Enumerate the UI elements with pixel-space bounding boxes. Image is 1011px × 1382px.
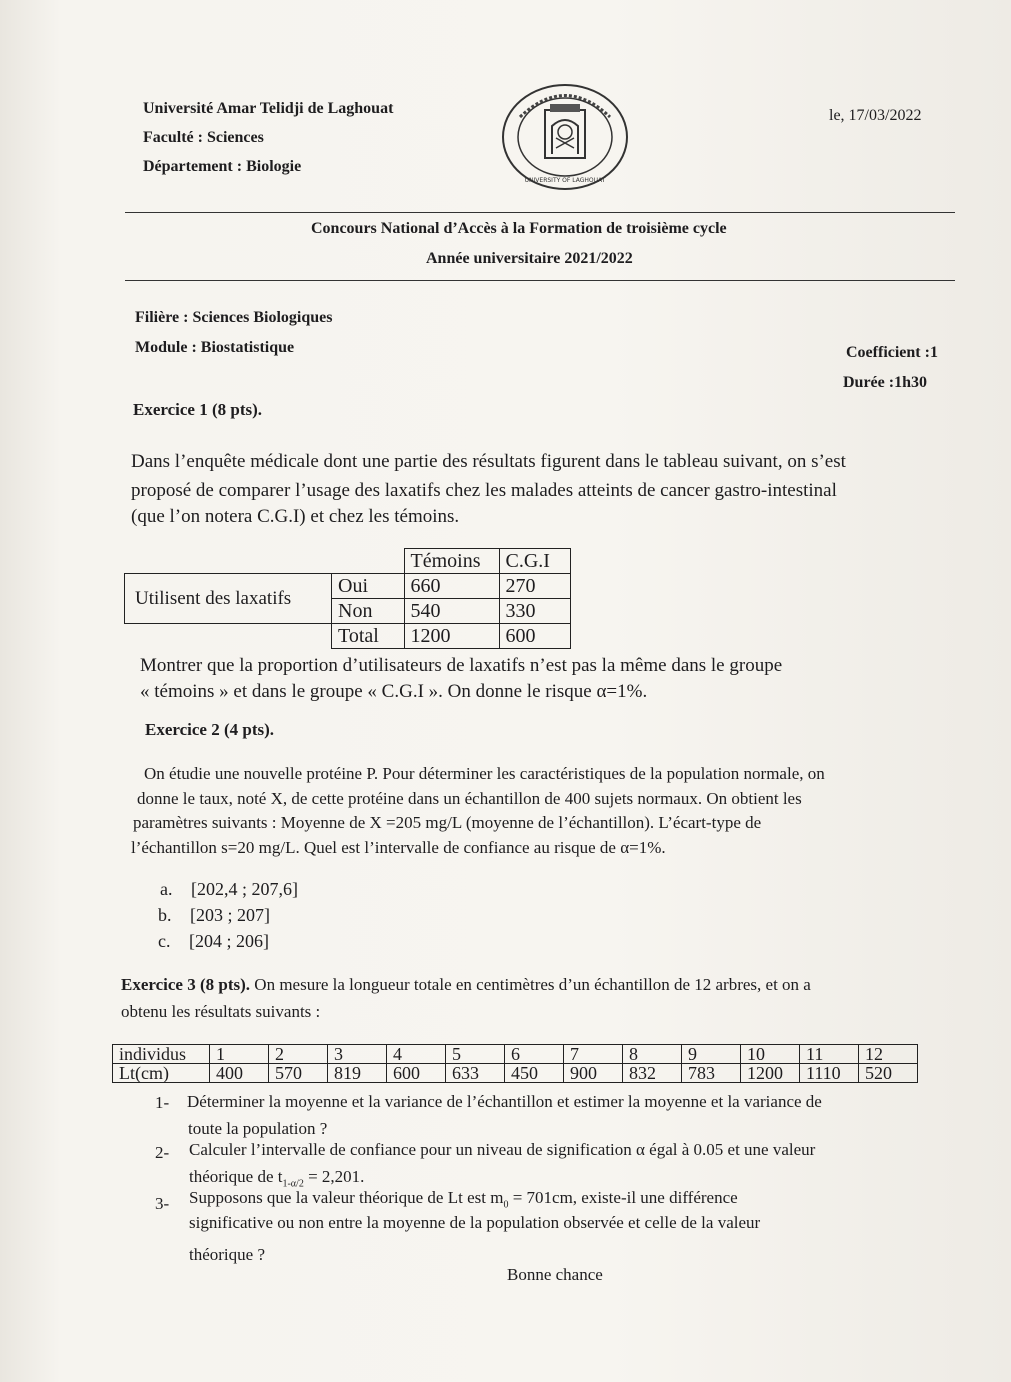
table-cell: 1110: [800, 1064, 859, 1083]
row-label: individus: [113, 1045, 210, 1064]
option-a: a. [202,4 ; 207,6]: [160, 879, 298, 899]
table-row: [125, 624, 571, 649]
table-cell: 819: [328, 1064, 387, 1083]
exercise-3-title: Exercice 3 (8 pts).: [121, 975, 251, 994]
table-cell: 1200: [404, 624, 499, 649]
table-cell: 11: [800, 1045, 859, 1064]
exercise-1-text: proposé de comparer l’usage des laxatifs chez les malades atteints de cancer gastro-intestinal: [131, 480, 837, 501]
coefficient: Coefficient :1: [846, 344, 938, 361]
question-3-text: Supposons que la valeur théorique de Lt est $m_0 = 701cm$, existe-il une différence: [189, 1188, 738, 1211]
exercise-1-text: (que l’on notera C.G.I) et chez les témoins.: [131, 506, 460, 527]
question-2-text: théorique de $t_{1-\alpha/2} = 2,201$.: [189, 1167, 365, 1190]
exercise-3-text: obtenu les résultats suivants :: [121, 1002, 321, 1021]
column-header-cgi: C.G.I: [499, 549, 570, 574]
table-cell: 7: [564, 1045, 623, 1064]
option-b: b. [203 ; 207]: [158, 905, 270, 925]
exercise-2-text: donne le taux, noté X, de cette protéine dans un échantillon de 400 sujets normaux. On obtient les: [137, 789, 802, 808]
header-rule-bottom: [125, 280, 955, 281]
row-label: Non: [332, 599, 405, 624]
table-cell: 633: [446, 1064, 505, 1083]
university-seal-icon: [500, 82, 630, 192]
exercise-1-question: Montrer que la proportion d’utilisateurs de laxatifs n’est pas la même dans le groupe: [140, 655, 783, 676]
exercise-3-intro: Exercice 3 (8 pts). On mesure la longueur totale en centimètres d’un échantillon de 12 arbres, et on a: [121, 975, 811, 994]
laxatives-table: [124, 548, 571, 649]
module: Module : Biostatistique: [135, 339, 295, 356]
table-cell: 540: [404, 599, 499, 624]
table-cell: 660: [404, 574, 499, 599]
table-row: [113, 1045, 918, 1064]
row-label: Oui: [332, 574, 405, 599]
row-label: Total: [332, 624, 405, 649]
table-cell: 330: [499, 599, 570, 624]
svg-text:UNIVERSITY OF LAGHOUAT: UNIVERSITY OF LAGHOUAT: [524, 177, 606, 184]
duration: Durée :1h30: [843, 374, 927, 391]
table-cell: 600: [499, 624, 570, 649]
question-1-text: Déterminer la moyenne et la variance de l’échantillon et estimer la moyenne et la variance de: [187, 1092, 822, 1111]
table-cell: 12: [859, 1045, 918, 1064]
exercise-1-question: « témoins » et dans le groupe « C.G.I ». On donne le risque α=1%.: [140, 681, 648, 702]
question-1-text: toute la population ?: [188, 1119, 328, 1138]
exercise-2-text: l’échantillon s=20 mg/L. Quel est l’intervalle de confiance au risque de α=1%.: [131, 838, 666, 857]
question-2-text: Calculer l’intervalle de confiance pour un niveau de signification α égal à 0.05 et une valeur: [189, 1140, 816, 1159]
row-group-label: Utilisent des laxatifs: [125, 574, 332, 624]
table-cell: 3: [328, 1045, 387, 1064]
table-cell: 600: [387, 1064, 446, 1083]
table-cell: 5: [446, 1045, 505, 1064]
table-cell: 570: [269, 1064, 328, 1083]
exercise-1-title: Exercice 1 (8 pts).: [133, 400, 263, 419]
table-row: [113, 1064, 918, 1083]
table-cell: 2: [269, 1045, 328, 1064]
table-cell: 783: [682, 1064, 741, 1083]
faculty: Faculté : Sciences: [143, 129, 264, 146]
exercise-1-text: Dans l’enquête médicale dont une partie des résultats figurent dans le tableau suivant, on s’est: [131, 451, 846, 472]
table-cell: 1200: [741, 1064, 800, 1083]
table-cell: 900: [564, 1064, 623, 1083]
table-row: [125, 574, 571, 599]
exercise-2-text: On étudie une nouvelle protéine P. Pour déterminer les caractéristiques de la population normale, on: [144, 764, 825, 783]
table-cell: 400: [210, 1064, 269, 1083]
table-cell: 520: [859, 1064, 918, 1083]
table-cell: 832: [623, 1064, 682, 1083]
table-cell: 6: [505, 1045, 564, 1064]
trees-table: [112, 1044, 918, 1083]
table-cell: 4: [387, 1045, 446, 1064]
table-cell: 270: [499, 574, 570, 599]
academic-year: Année universitaire 2021/2022: [426, 250, 633, 267]
table-cell: 450: [505, 1064, 564, 1083]
closing-text: Bonne chance: [507, 1265, 603, 1284]
exam-date: le, 17/03/2022: [829, 107, 922, 124]
table-header-row: [125, 549, 571, 574]
exercise-2-text: paramètres suivants : Moyenne de X =205 mg/L (moyenne de l’échantillon). L’écart-type de: [133, 813, 762, 832]
option-c: c. [204 ; 206]: [158, 931, 269, 951]
table-cell: 10: [741, 1045, 800, 1064]
question-1-number: 1-: [155, 1093, 170, 1112]
question-2-number: 2-: [155, 1143, 170, 1162]
table-cell: 1: [210, 1045, 269, 1064]
row-label: Lt(cm): [113, 1064, 210, 1083]
department: Département : Biologie: [143, 158, 302, 175]
university-name: Université Amar Telidji de Laghouat: [143, 100, 394, 117]
column-header-temoins: Témoins: [404, 549, 499, 574]
header-rule-top: [125, 212, 955, 213]
question-3-number: 3-: [155, 1194, 170, 1213]
exercise-2-title: Exercice 2 (4 pts).: [145, 720, 275, 739]
table-cell: 8: [623, 1045, 682, 1064]
filiere: Filière : Sciences Biologiques: [135, 309, 333, 326]
question-3-text: significative ou non entre la moyenne de la population observée et celle de la valeur: [189, 1213, 761, 1232]
table-cell: 9: [682, 1045, 741, 1064]
contest-title: Concours National d’Accès à la Formation de troisième cycle: [311, 220, 727, 237]
question-3-text: théorique ?: [189, 1245, 265, 1264]
